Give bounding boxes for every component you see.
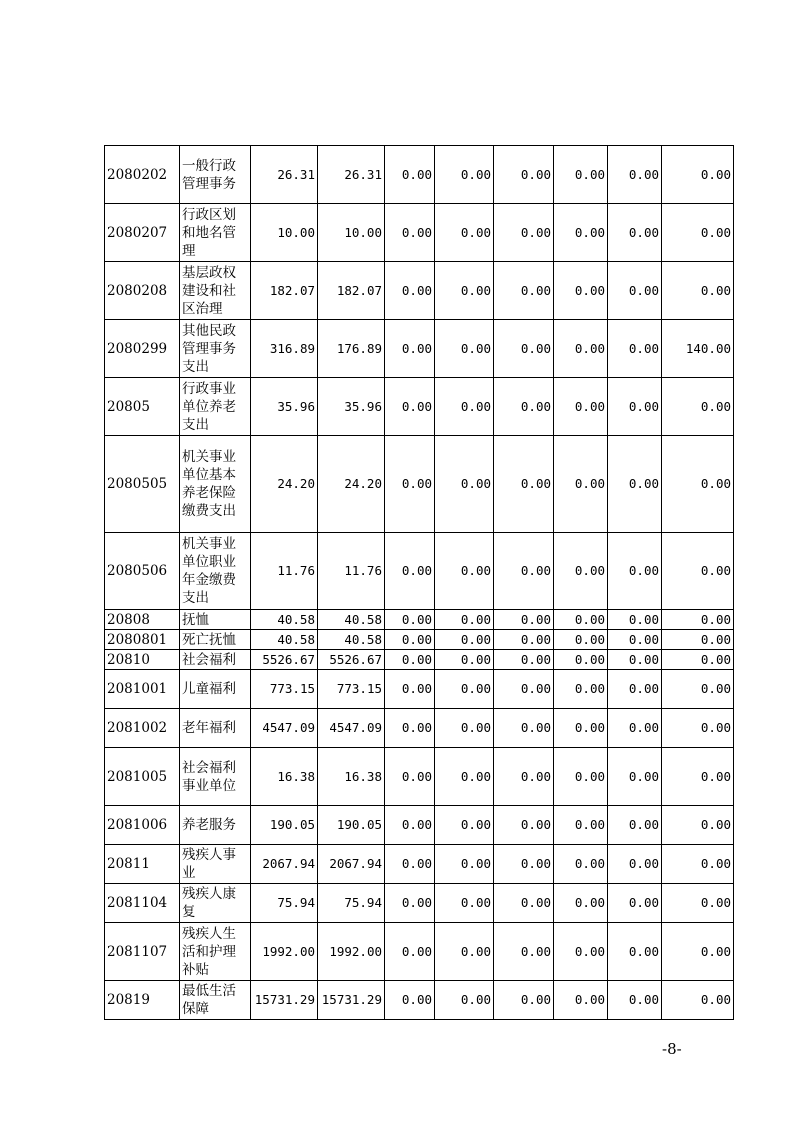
row-amount-2: 35.96 xyxy=(318,378,385,436)
row-amount-1: 35.96 xyxy=(251,378,318,436)
row-amount-6: 0.00 xyxy=(554,533,608,610)
row-amount-4: 0.00 xyxy=(435,845,494,884)
row-amount-5: 0.00 xyxy=(494,709,554,748)
row-amount-4: 0.00 xyxy=(435,884,494,923)
row-amount-4: 0.00 xyxy=(435,981,494,1020)
row-amount-3: 0.00 xyxy=(385,981,435,1020)
row-amount-8: 0.00 xyxy=(662,204,734,262)
row-amount-8: 0.00 xyxy=(662,709,734,748)
row-amount-2: 176.89 xyxy=(318,320,385,378)
row-amount-2: 11.76 xyxy=(318,533,385,610)
row-amount-2: 5526.67 xyxy=(318,650,385,670)
table-row xyxy=(105,884,734,923)
row-amount-8: 0.00 xyxy=(662,806,734,845)
table-row xyxy=(105,630,734,650)
row-amount-6: 0.00 xyxy=(554,320,608,378)
row-amount-4: 0.00 xyxy=(435,709,494,748)
row-amount-1: 5526.67 xyxy=(251,650,318,670)
row-code: 2080505 xyxy=(105,436,180,533)
row-amount-7: 0.00 xyxy=(608,533,662,610)
row-amount-8: 0.00 xyxy=(662,670,734,709)
row-amount-7: 0.00 xyxy=(608,262,662,320)
row-amount-7: 0.00 xyxy=(608,670,662,709)
row-amount-6: 0.00 xyxy=(554,262,608,320)
row-amount-3: 0.00 xyxy=(385,320,435,378)
row-amount-4: 0.00 xyxy=(435,146,494,204)
row-amount-4: 0.00 xyxy=(435,378,494,436)
row-item-name: 社会福利事业单位 xyxy=(180,748,251,806)
table-row xyxy=(105,146,734,204)
row-amount-4: 0.00 xyxy=(435,650,494,670)
row-amount-5: 0.00 xyxy=(494,436,554,533)
row-amount-3: 0.00 xyxy=(385,262,435,320)
row-code: 20819 xyxy=(105,981,180,1020)
row-amount-2: 4547.09 xyxy=(318,709,385,748)
row-amount-4: 0.00 xyxy=(435,436,494,533)
row-amount-1: 40.58 xyxy=(251,630,318,650)
row-amount-3: 0.00 xyxy=(385,806,435,845)
row-amount-5: 0.00 xyxy=(494,204,554,262)
row-amount-7: 0.00 xyxy=(608,650,662,670)
row-item-name: 行政区划和地名管理 xyxy=(180,204,251,262)
row-amount-1: 26.31 xyxy=(251,146,318,204)
row-amount-5: 0.00 xyxy=(494,262,554,320)
row-amount-2: 2067.94 xyxy=(318,845,385,884)
row-item-name: 最低生活保障 xyxy=(180,981,251,1020)
row-amount-3: 0.00 xyxy=(385,845,435,884)
row-item-name: 残疾人康复 xyxy=(180,884,251,923)
row-amount-2: 1992.00 xyxy=(318,923,385,981)
row-amount-7: 0.00 xyxy=(608,320,662,378)
row-amount-2: 40.58 xyxy=(318,610,385,630)
row-amount-3: 0.00 xyxy=(385,670,435,709)
budget-expenditure-table xyxy=(104,145,734,1020)
table-row xyxy=(105,670,734,709)
row-amount-4: 0.00 xyxy=(435,533,494,610)
row-amount-4: 0.00 xyxy=(435,748,494,806)
row-amount-5: 0.00 xyxy=(494,884,554,923)
row-code: 2080207 xyxy=(105,204,180,262)
row-code: 2081005 xyxy=(105,748,180,806)
row-amount-2: 24.20 xyxy=(318,436,385,533)
row-amount-5: 0.00 xyxy=(494,630,554,650)
row-amount-8: 0.00 xyxy=(662,262,734,320)
row-amount-7: 0.00 xyxy=(608,630,662,650)
row-amount-5: 0.00 xyxy=(494,670,554,709)
row-amount-4: 0.00 xyxy=(435,630,494,650)
row-amount-2: 190.05 xyxy=(318,806,385,845)
row-amount-8: 0.00 xyxy=(662,650,734,670)
row-amount-1: 4547.09 xyxy=(251,709,318,748)
row-code: 2081002 xyxy=(105,709,180,748)
row-amount-7: 0.00 xyxy=(608,610,662,630)
row-amount-8: 0.00 xyxy=(662,146,734,204)
row-amount-7: 0.00 xyxy=(608,884,662,923)
row-item-name: 抚恤 xyxy=(180,610,251,630)
table-row xyxy=(105,806,734,845)
row-amount-2: 182.07 xyxy=(318,262,385,320)
row-amount-3: 0.00 xyxy=(385,146,435,204)
row-amount-5: 0.00 xyxy=(494,146,554,204)
row-amount-6: 0.00 xyxy=(554,204,608,262)
row-amount-4: 0.00 xyxy=(435,923,494,981)
row-amount-4: 0.00 xyxy=(435,670,494,709)
row-amount-3: 0.00 xyxy=(385,884,435,923)
row-amount-1: 40.58 xyxy=(251,610,318,630)
row-amount-6: 0.00 xyxy=(554,845,608,884)
row-amount-6: 0.00 xyxy=(554,981,608,1020)
row-code: 2080202 xyxy=(105,146,180,204)
row-amount-7: 0.00 xyxy=(608,436,662,533)
row-amount-5: 0.00 xyxy=(494,981,554,1020)
row-amount-1: 11.76 xyxy=(251,533,318,610)
row-amount-4: 0.00 xyxy=(435,204,494,262)
row-amount-5: 0.00 xyxy=(494,923,554,981)
table-row xyxy=(105,709,734,748)
row-amount-4: 0.00 xyxy=(435,320,494,378)
row-amount-1: 316.89 xyxy=(251,320,318,378)
row-code: 2081104 xyxy=(105,884,180,923)
page-number: -8- xyxy=(662,1040,682,1058)
row-amount-8: 0.00 xyxy=(662,610,734,630)
row-amount-6: 0.00 xyxy=(554,146,608,204)
table-row xyxy=(105,262,734,320)
row-code: 20808 xyxy=(105,610,180,630)
row-code: 2080801 xyxy=(105,630,180,650)
row-code: 20811 xyxy=(105,845,180,884)
row-amount-1: 10.00 xyxy=(251,204,318,262)
row-amount-2: 15731.29 xyxy=(318,981,385,1020)
row-code: 20805 xyxy=(105,378,180,436)
row-amount-6: 0.00 xyxy=(554,610,608,630)
row-amount-2: 26.31 xyxy=(318,146,385,204)
row-amount-1: 182.07 xyxy=(251,262,318,320)
row-amount-6: 0.00 xyxy=(554,748,608,806)
row-amount-7: 0.00 xyxy=(608,378,662,436)
row-amount-7: 0.00 xyxy=(608,709,662,748)
row-amount-6: 0.00 xyxy=(554,436,608,533)
row-amount-3: 0.00 xyxy=(385,650,435,670)
row-item-name: 养老服务 xyxy=(180,806,251,845)
row-amount-1: 190.05 xyxy=(251,806,318,845)
row-amount-7: 0.00 xyxy=(608,204,662,262)
row-amount-1: 24.20 xyxy=(251,436,318,533)
table-row xyxy=(105,981,734,1020)
row-code: 2080506 xyxy=(105,533,180,610)
row-amount-7: 0.00 xyxy=(608,923,662,981)
row-amount-6: 0.00 xyxy=(554,378,608,436)
row-amount-6: 0.00 xyxy=(554,630,608,650)
row-amount-7: 0.00 xyxy=(608,981,662,1020)
row-amount-6: 0.00 xyxy=(554,806,608,845)
row-amount-3: 0.00 xyxy=(385,436,435,533)
table-row xyxy=(105,748,734,806)
table-row xyxy=(105,204,734,262)
row-item-name: 死亡抚恤 xyxy=(180,630,251,650)
row-code: 2081107 xyxy=(105,923,180,981)
row-amount-8: 140.00 xyxy=(662,320,734,378)
row-amount-8: 0.00 xyxy=(662,378,734,436)
row-item-name: 残疾人生活和护理补贴 xyxy=(180,923,251,981)
row-amount-4: 0.00 xyxy=(435,262,494,320)
row-amount-8: 0.00 xyxy=(662,533,734,610)
table-row xyxy=(105,610,734,630)
row-item-name: 机关事业单位基本养老保险缴费支出 xyxy=(180,436,251,533)
row-item-name: 儿童福利 xyxy=(180,670,251,709)
row-amount-7: 0.00 xyxy=(608,748,662,806)
row-item-name: 残疾人事业 xyxy=(180,845,251,884)
table-row xyxy=(105,436,734,533)
row-amount-3: 0.00 xyxy=(385,204,435,262)
row-amount-8: 0.00 xyxy=(662,845,734,884)
row-item-name: 社会福利 xyxy=(180,650,251,670)
row-amount-3: 0.00 xyxy=(385,610,435,630)
table-row xyxy=(105,378,734,436)
row-amount-5: 0.00 xyxy=(494,610,554,630)
row-amount-1: 15731.29 xyxy=(251,981,318,1020)
row-amount-8: 0.00 xyxy=(662,884,734,923)
row-amount-2: 75.94 xyxy=(318,884,385,923)
row-amount-2: 16.38 xyxy=(318,748,385,806)
table-row xyxy=(105,533,734,610)
row-amount-5: 0.00 xyxy=(494,533,554,610)
row-amount-5: 0.00 xyxy=(494,806,554,845)
row-item-name: 行政事业单位养老支出 xyxy=(180,378,251,436)
row-amount-7: 0.00 xyxy=(608,806,662,845)
row-code: 2081001 xyxy=(105,670,180,709)
row-amount-6: 0.00 xyxy=(554,923,608,981)
table-row xyxy=(105,845,734,884)
row-amount-1: 16.38 xyxy=(251,748,318,806)
row-code: 2080299 xyxy=(105,320,180,378)
row-item-name: 老年福利 xyxy=(180,709,251,748)
row-amount-7: 0.00 xyxy=(608,845,662,884)
row-amount-1: 773.15 xyxy=(251,670,318,709)
row-amount-3: 0.00 xyxy=(385,748,435,806)
row-amount-2: 40.58 xyxy=(318,630,385,650)
row-amount-8: 0.00 xyxy=(662,981,734,1020)
row-amount-1: 2067.94 xyxy=(251,845,318,884)
row-item-name: 一般行政管理事务 xyxy=(180,146,251,204)
row-amount-6: 0.00 xyxy=(554,884,608,923)
row-code: 2081006 xyxy=(105,806,180,845)
row-amount-3: 0.00 xyxy=(385,630,435,650)
row-amount-6: 0.00 xyxy=(554,670,608,709)
row-amount-8: 0.00 xyxy=(662,923,734,981)
row-amount-5: 0.00 xyxy=(494,845,554,884)
row-amount-8: 0.00 xyxy=(662,436,734,533)
row-amount-8: 0.00 xyxy=(662,748,734,806)
row-amount-3: 0.00 xyxy=(385,533,435,610)
row-amount-6: 0.00 xyxy=(554,650,608,670)
row-amount-8: 0.00 xyxy=(662,630,734,650)
row-amount-3: 0.00 xyxy=(385,378,435,436)
row-amount-4: 0.00 xyxy=(435,806,494,845)
row-amount-2: 10.00 xyxy=(318,204,385,262)
row-amount-3: 0.00 xyxy=(385,709,435,748)
row-amount-1: 1992.00 xyxy=(251,923,318,981)
table-row xyxy=(105,650,734,670)
row-amount-5: 0.00 xyxy=(494,320,554,378)
row-amount-3: 0.00 xyxy=(385,923,435,981)
row-amount-6: 0.00 xyxy=(554,709,608,748)
row-amount-2: 773.15 xyxy=(318,670,385,709)
row-amount-5: 0.00 xyxy=(494,748,554,806)
row-amount-5: 0.00 xyxy=(494,378,554,436)
row-item-name: 基层政权建设和社区治理 xyxy=(180,262,251,320)
row-item-name: 其他民政管理事务支出 xyxy=(180,320,251,378)
row-item-name: 机关事业单位职业年金缴费支出 xyxy=(180,533,251,610)
row-amount-4: 0.00 xyxy=(435,610,494,630)
row-code: 20810 xyxy=(105,650,180,670)
table-row xyxy=(105,320,734,378)
row-amount-5: 0.00 xyxy=(494,650,554,670)
row-amount-7: 0.00 xyxy=(608,146,662,204)
table-row xyxy=(105,923,734,981)
row-code: 2080208 xyxy=(105,262,180,320)
row-amount-1: 75.94 xyxy=(251,884,318,923)
